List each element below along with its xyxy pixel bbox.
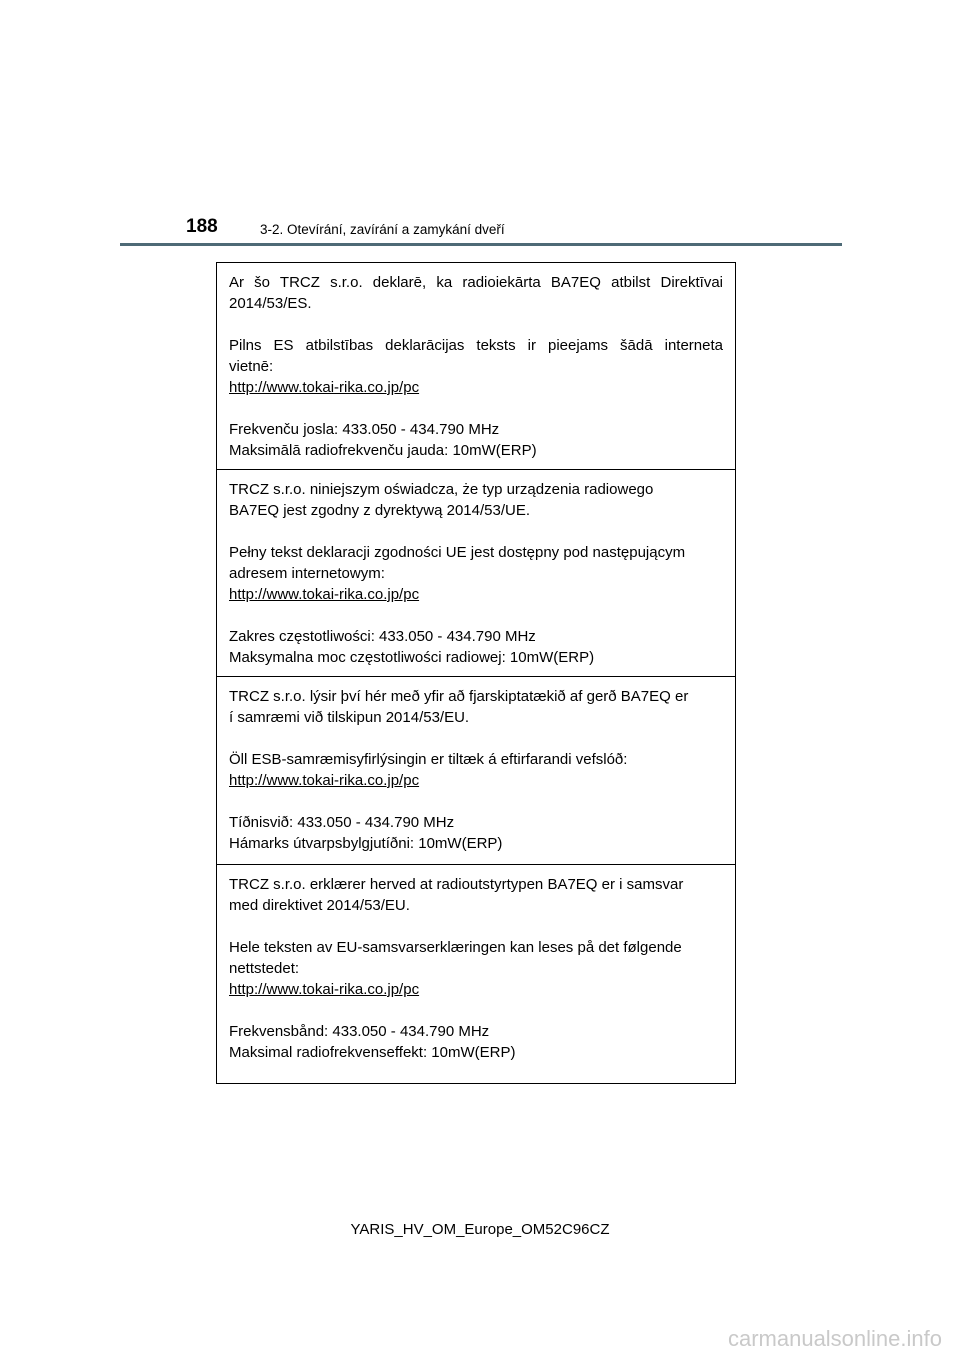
decl-url-link[interactable]: http://www.tokai-rika.co.jp/pc [229,772,420,789]
declaration-norwegian [217,864,735,1083]
decl-statement-line-2: 2014/53/ES. [229,295,312,312]
document-code: YARIS_HV_OM_Europe_OM52C96CZ [350,1221,610,1238]
decl-url-link[interactable]: http://www.tokai-rika.co.jp/pc [229,379,420,396]
decl-availability-line-1: Pełny tekst deklaracji zgodności UE jest dostępny pod następującym [229,544,686,561]
section-title: 3-2. Otevírání, zavírání a zamykání dveří [260,222,505,237]
decl-availability-line-1: Hele teksten av EU-samsvarserklæringen kan leses på det følgende [229,939,682,956]
decl-frequency: Frekvensbånd: 433.050 - 434.790 MHz [229,1023,490,1040]
decl-statement-line-1: Ar šo TRCZ s.r.o. deklarē, ka radioiekārta BA7EQ atbilst Direktīvai [229,274,723,291]
decl-power: Hámarks útvarpsbylgjutíðni: 10mW(ERP) [229,835,503,852]
decl-frequency: Frekvenču josla: 433.050 - 434.790 MHz [229,421,500,438]
watermark-text: carmanualsonline.info [727,1326,942,1351]
declarations-table [216,262,736,1084]
declaration-latvian [217,263,735,469]
decl-statement-line-2: med direktivet 2014/53/EU. [229,897,410,914]
decl-availability-line-1: Pilns ES atbilstības deklarācijas teksts ir pieejams šādā interneta [229,337,723,354]
declaration-polish [217,469,735,676]
decl-statement-line-1: TRCZ s.r.o. erklærer herved at radioutstyrtypen BA7EQ er i samsvar [229,876,684,893]
decl-availability-line-2: nettstedet: [229,960,300,977]
header-divider [120,243,842,246]
decl-url-link[interactable]: http://www.tokai-rika.co.jp/pc [229,981,420,998]
decl-statement-line-2: í samræmi við tilskipun 2014/53/EU. [229,709,470,726]
decl-power: Maksymalna moc częstotliwości radiowej: 10mW(ERP) [229,649,595,666]
decl-url-link[interactable]: http://www.tokai-rika.co.jp/pc [229,586,420,603]
decl-availability-line-2: vietnē: [229,358,274,375]
decl-frequency: Zakres częstotliwości: 433.050 - 434.790 MHz [229,628,536,645]
decl-availability-line-2: adresem internetowym: [229,565,385,582]
page-number: 188 [186,216,218,237]
decl-statement-line-2: BA7EQ jest zgodny z dyrektywą 2014/53/UE. [229,502,530,519]
decl-power: Maksimālā radiofrekvenču jauda: 10mW(ERP) [229,442,537,459]
decl-availability-line-1: Öll ESB-samræmisyfirlýsingin er tiltæk á eftirfarandi vefslóð: [229,751,628,768]
declaration-icelandic [217,676,735,864]
decl-power: Maksimal radiofrekvenseffekt: 10mW(ERP) [229,1044,516,1061]
decl-frequency: Tíðnisvið: 433.050 - 434.790 MHz [229,814,455,831]
decl-statement-line-1: TRCZ s.r.o. lýsir því hér með yfir að fjarskiptatækið af gerð BA7EQ er [229,688,689,705]
decl-statement-line-1: TRCZ s.r.o. niniejszym oświadcza, że typ urządzenia radiowego [229,481,654,498]
